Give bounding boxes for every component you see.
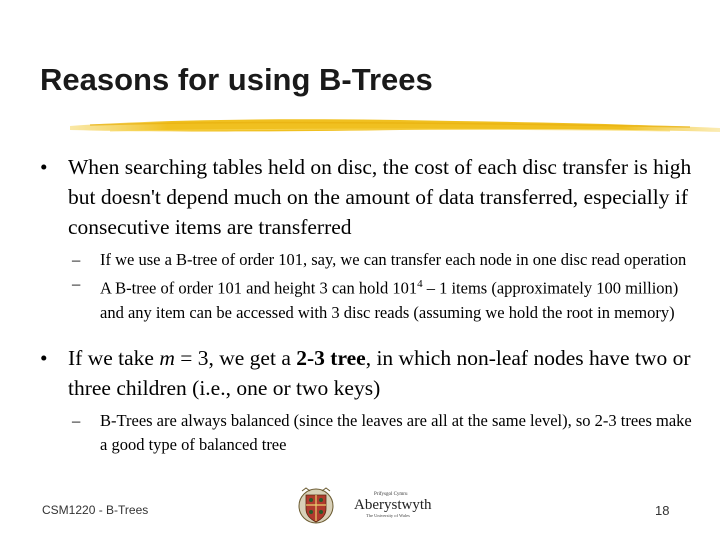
sub-bullet-marker: –: [72, 274, 81, 293]
title-underline-brushstroke: [70, 112, 720, 142]
footer-course-label: CSM1220 - B-Trees: [42, 503, 149, 517]
sub-bullet-2-1-text: B-Trees are always balanced (since the leaves are all at the same level), so 2-3 trees make a good type of balanced tree: [100, 410, 692, 454]
bullet-1: [28, 152, 698, 242]
sub-bullet-1-2-exponent: 4: [417, 278, 423, 290]
bullet-1-text: When searching tables held on disc, the cost of each disc transfer is high but doesn't depend much on the amount of data transferred, especially if consecutive items are transferred: [68, 155, 692, 239]
bullet-2-text-1: If we take: [68, 345, 160, 370]
bullet-2: [28, 343, 698, 403]
sub-bullet-1-1: [28, 248, 698, 272]
logo-name: Aberystwyth: [354, 497, 432, 513]
page-number: 18: [655, 503, 670, 518]
sub-bullet-1-2-text-b: – 1 items (approximately 100 million) and any item can be accessed with 3 disc reads (assuming we hold the root in memory): [100, 278, 679, 322]
bullet-2-text-2: = 3, we get a: [174, 345, 297, 370]
sub-bullet-1-1-text: If we use a B-tree of order 101, say, we can transfer each node in one disc read operation: [100, 250, 687, 269]
sub-bullet-marker: –: [72, 250, 81, 269]
aberystwyth-logo: [296, 485, 446, 527]
crest-icon: [299, 488, 333, 523]
sub-bullet-2-1: [28, 409, 698, 457]
bullet-marker: •: [40, 345, 48, 370]
logo-tagline: The University of Wales: [366, 513, 410, 518]
bullet-marker: •: [40, 155, 48, 179]
logo-top-text: Prifysgol Cymru: [374, 492, 408, 497]
sub-bullet-1-2: [28, 272, 698, 325]
bullet-2-term: 2-3 tree: [296, 345, 366, 370]
sub-bullet-1-2-text-a: A B-tree of order 101 and height 3 can hold 101: [100, 278, 418, 298]
bullet-2-variable-m: m: [159, 345, 175, 370]
slide-title: Reasons for using B-Trees: [40, 62, 433, 97]
sub-bullet-marker: –: [72, 410, 81, 430]
bullet-2-text-3: , in which non-leaf nodes have two or three children (i.e., one or two keys): [68, 345, 691, 400]
slide-body: [28, 152, 698, 457]
